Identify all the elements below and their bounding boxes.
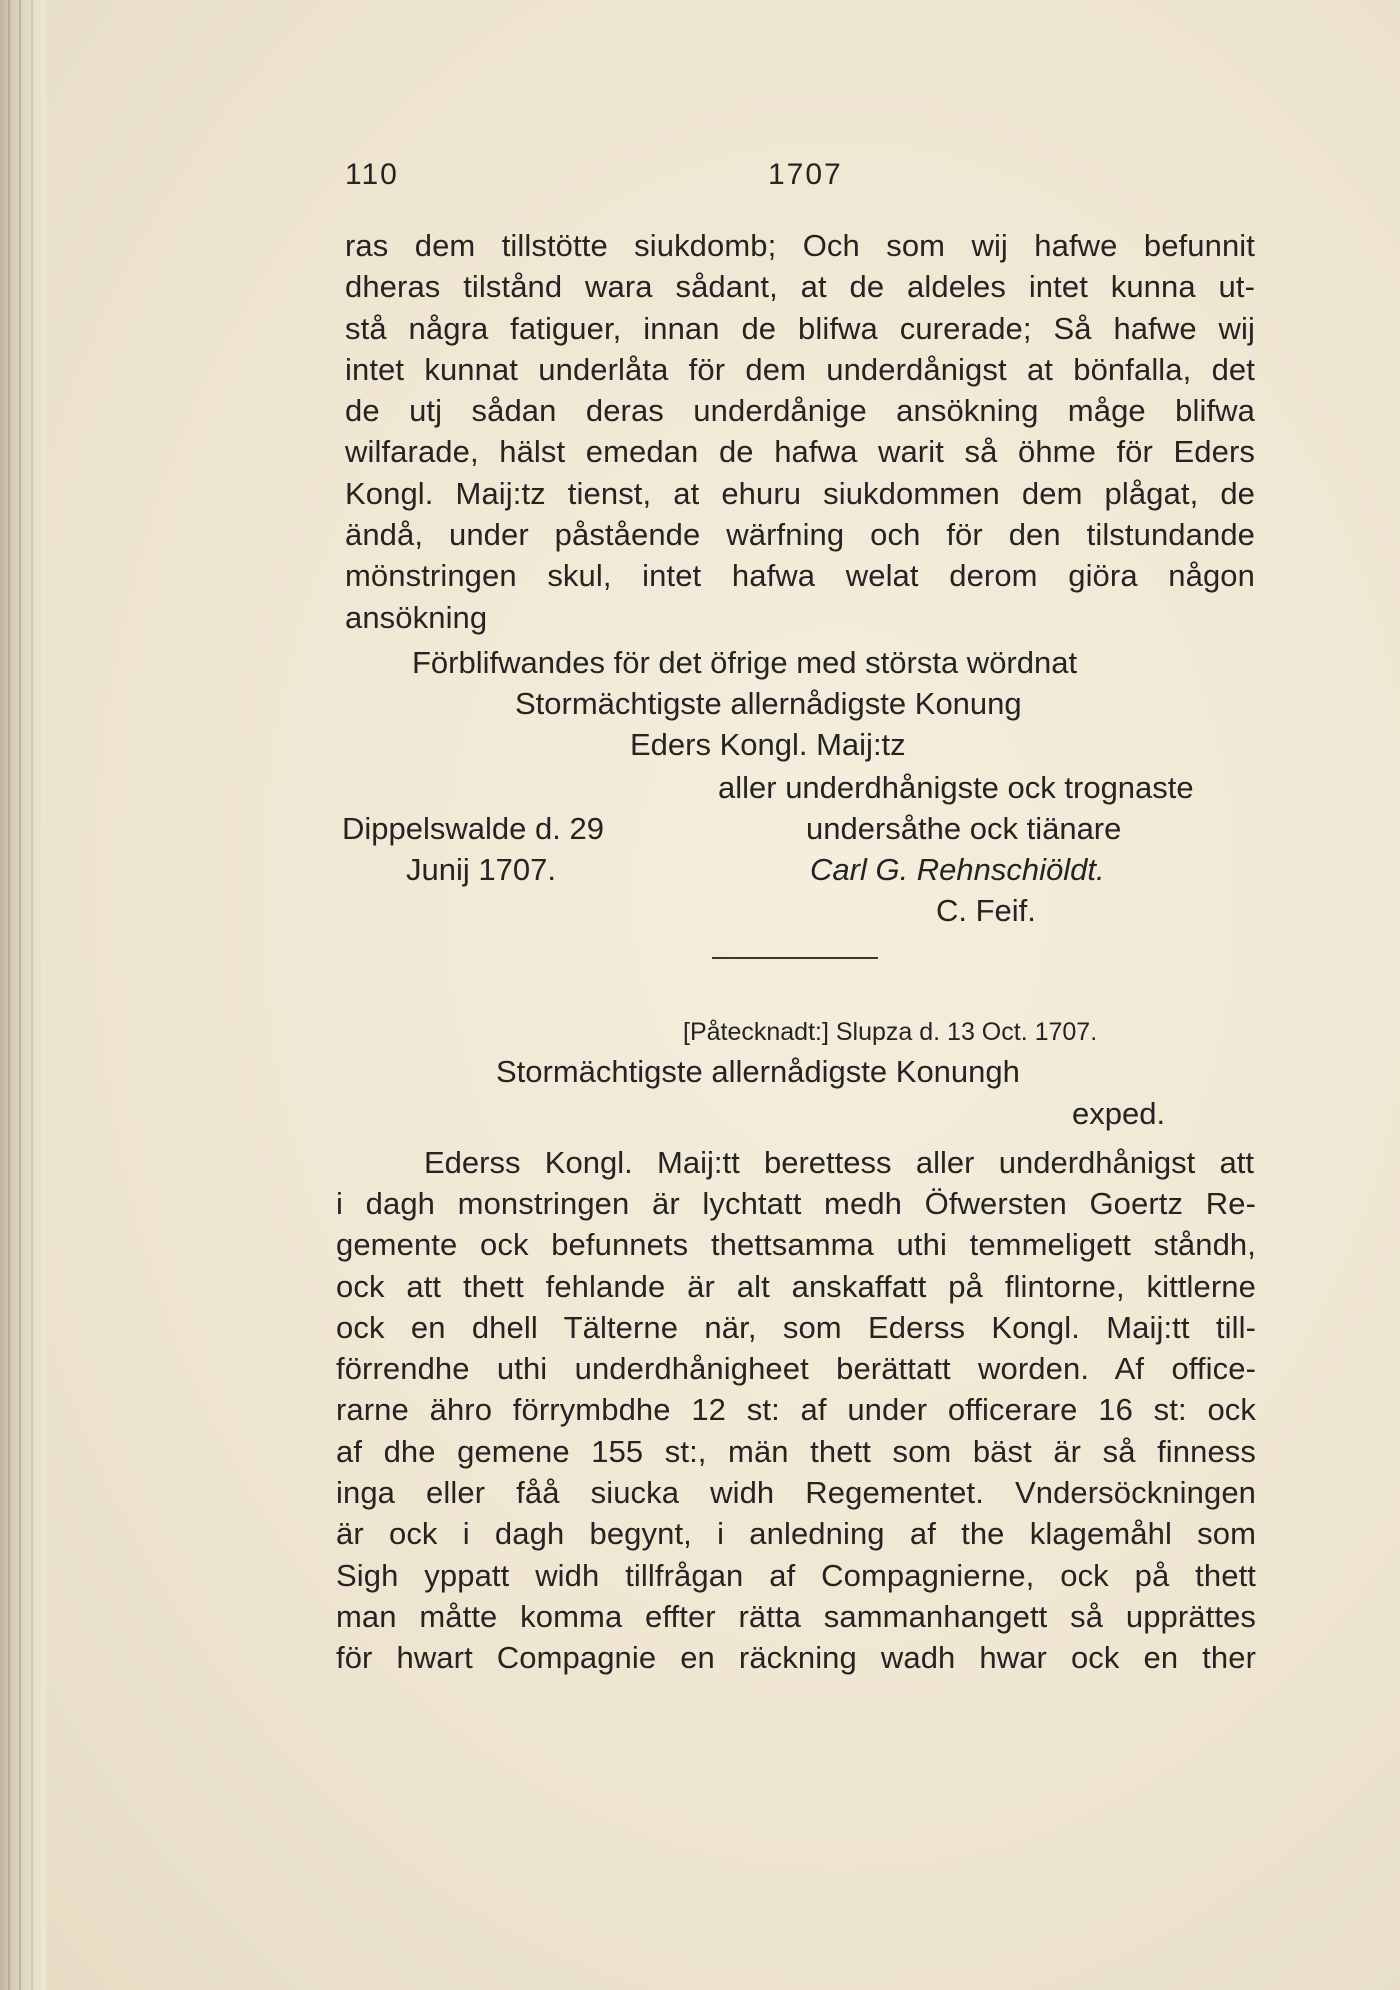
text-line: är ock i dagh begynt, i anledning af the klagemåhl som xyxy=(336,1516,1256,1552)
text-line: af dhe gemene 155 st:, män thett som bäst är så finness xyxy=(336,1433,1256,1469)
text-line: för hwart Compagnie en räckning wadh hwar ock en ther xyxy=(336,1640,1256,1676)
letter1-salutation: Stormächtigste allernådigste Konung xyxy=(515,686,1022,721)
text-line: mönstringen skul, intet hafwa welat derom giöra någon xyxy=(345,558,1255,594)
binding-gutter xyxy=(0,0,46,1990)
letter1-body xyxy=(345,225,1255,638)
letter2-salutation: Stormächtigste allernådigste Konungh xyxy=(496,1054,1020,1089)
text-line: ändå, under påstående wärfning och för den tilstundande xyxy=(345,517,1255,553)
text-line: Kongl. Maij:tz tienst, at ehuru siukdommen dem plågat, de xyxy=(345,475,1255,511)
page-header xyxy=(345,158,1255,198)
letter1-servant-line: undersåthe ock tiänare xyxy=(806,811,1122,846)
text-line: inga eller fåå siucka widh Regementet. Vndersöckningen xyxy=(336,1475,1256,1511)
text-line: ansökning xyxy=(345,599,488,635)
text-line: stå några fatiguer, innan de blifwa curerade; Så hafwe wij xyxy=(345,310,1255,346)
text-line: rarne ähro förrymbdhe 12 st: af under officerare 16 st: ock xyxy=(336,1392,1256,1428)
section-divider xyxy=(712,957,878,959)
text-line: man måtte komma effter rätta sammanhangett så upprättes xyxy=(336,1598,1256,1634)
gutter-line xyxy=(19,0,21,1990)
text-line: ras dem tillstötte siukdomb; Och som wij hafwe befunnit xyxy=(345,228,1255,263)
letter2-first-line: Ederss Kongl. Maij:tt berettess aller underdhånigst att xyxy=(424,1145,1254,1180)
text-line: gemente ock befunnets thettsamma uthi temmeligett ståndh, xyxy=(336,1227,1256,1263)
text-line: intet kunnat underlåta för dem underdånigst at bönfalla, det xyxy=(345,351,1255,387)
letter2-body xyxy=(336,1183,1256,1679)
page-number: 110 xyxy=(345,158,399,191)
letter1-place-date: Dippelswalde d. 29 xyxy=(342,811,604,846)
letter1-address: Eders Kongl. Maij:tz xyxy=(630,727,906,762)
text-line: ock en dhell Tälterne när, som Ederss Kongl. Maij:tt till- xyxy=(336,1309,1256,1345)
text-line: Sigh yppatt widh tillfrågan af Compagnierne, ock på thett xyxy=(336,1557,1256,1593)
letter1-signature-feif: C. Feif. xyxy=(936,893,1036,928)
text-line: dheras tilstånd wara sådant, at de aldeles intet kunna ut- xyxy=(345,269,1255,305)
letter2-exped: exped. xyxy=(1072,1096,1166,1131)
text-line: ock att thett fehlande är alt anskaffatt på flintorne, kittlerne xyxy=(336,1268,1256,1304)
text-line: de utj sådan deras underdånige ansökning måge blifwa xyxy=(345,393,1255,429)
gutter-line xyxy=(31,0,33,1990)
letter2-endorsement: [Påtecknadt:] Slupza d. 13 Oct. 1707. xyxy=(683,1018,1098,1046)
running-head-year: 1707 xyxy=(768,158,843,191)
letter1-humble-line: aller underdhånigste ock trognaste xyxy=(718,770,1194,805)
text-line: i dagh monstringen är lychtatt medh Öfwersten Goertz Re- xyxy=(336,1186,1256,1221)
text-line: förrendhe uthi underdhånigheet berättatt worden. Af office- xyxy=(336,1351,1256,1387)
letter1-signature-rehnschiold: Carl G. Rehnschiöldt. xyxy=(810,852,1105,887)
gutter-line xyxy=(8,0,10,1990)
text-line: wilfarade, hälst emedan de hafwa warit så öhme för Eders xyxy=(345,434,1255,470)
letter1-closing: Förblifwandes för det öfrige med största wördnat xyxy=(412,645,1078,680)
letter1-month-year: Junij 1707. xyxy=(406,852,556,887)
